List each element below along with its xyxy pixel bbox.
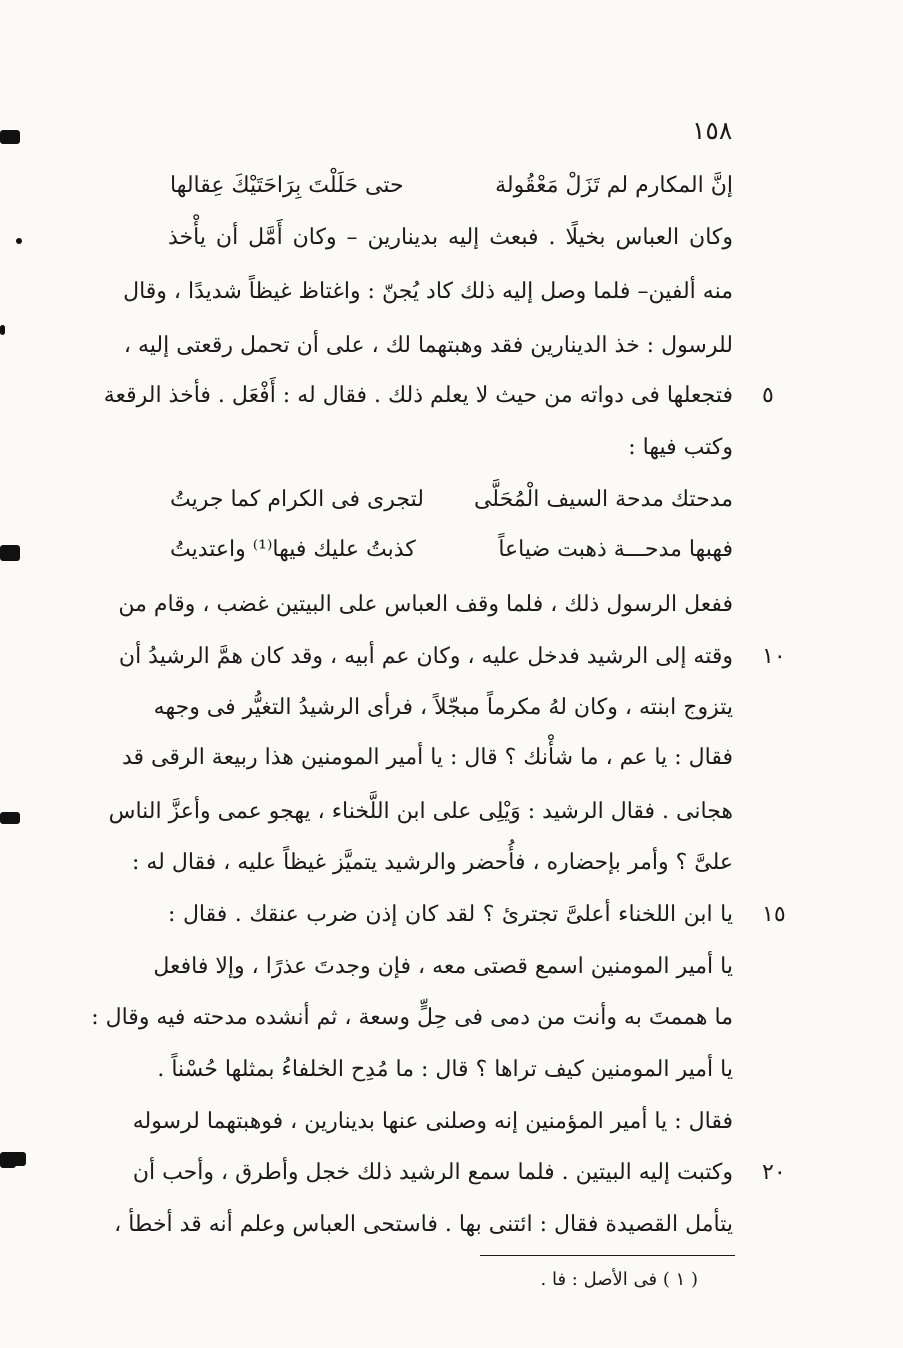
verse-hemistich: فهبها مدحـــة ذهبت ضياعاً	[498, 537, 733, 562]
text-line: يا أمير المومنين كيف تراها ؟ قال : ما مُدِح الخلفاءُ بمثلها حُسْناً .	[157, 1057, 733, 1082]
text-line: يتزوج ابنته ، وكان لهُ مكرماً مبجّلاً ، فرأى الرشيدُ التغيُّر فى وجهه	[153, 695, 733, 720]
text-line: للرسول : خذ الدينارين فقد وهبتهما لك ، على أن تحمل رقعتى إليه ،	[123, 333, 733, 358]
text-line: وقته إلى الرشيد فدخل عليه ، وكان عم أبيه ، وقد كان همَّ الرشيدُ أن	[118, 644, 733, 669]
text-line: وكان العباس بخيلًا . فبعث إليه بدينارين – وكان أَمَّل أن يأْخذ	[168, 225, 733, 250]
line-number: ٥	[762, 383, 774, 408]
verse-hemistich: مدحتك مدحة السيف الْمُحَلَّى	[473, 487, 733, 512]
scan-mark	[16, 238, 22, 244]
text-line: هجانى . فقال الرشيد : وَيْلِى على ابن اللَّخناء ، يهجو عمى وأعزَّ الناس	[108, 799, 733, 824]
scan-mark	[0, 130, 20, 144]
line-number: ١٥	[762, 902, 786, 927]
scan-mark	[0, 812, 20, 824]
verse-hemistich: لتجرى فى الكرام كما جريتُ	[170, 487, 424, 512]
text-line: وكتب فيها :	[628, 435, 733, 460]
footnote-rule	[480, 1255, 735, 1256]
text-line: وكتبت إليه البيتين . فلما سمع الرشيد ذلك خجل وأطرق ، وأحب أن	[132, 1160, 733, 1185]
text-line: فقال : يا عم ، ما شأْنك ؟ قال : يا أمير المومنين هذا ربيعة الرقى قد	[121, 745, 733, 770]
verse-hemistich: حتى حَلَلْتَ بِرَاحَتَيْكَ عِقالها	[170, 173, 404, 198]
text-line: يا ابن اللخناء أعلىَّ تجترئ ؟ لقد كان إذن ضرب عنقك . فقال :	[168, 902, 733, 927]
verse-hemistich: كذبتُ عليك فيها⁽¹⁾ واعتديتُ	[170, 537, 416, 562]
line-number: ١٠	[762, 644, 786, 669]
verse-hemistich: إنَّ المكارم لم تَزَلْ مَعْقُولة	[495, 173, 733, 198]
text-line: فتجعلها فى دواته من حيث لا يعلم ذلك . فقال له : أَفْعَل . فأخذ الرقعة	[103, 383, 733, 408]
text-line: يا أمير المومنين اسمع قصتى معه ، فإن وجدتَ عذرًا ، وإلا فافعل	[153, 954, 733, 979]
text-line: ما هممتَ به وأنت من دمى فى حِلٍّ وسعة ، ثم أنشده مدحته فيه وقال :	[91, 1005, 733, 1030]
scan-mark	[0, 545, 20, 561]
page-number: ١٥٨	[692, 116, 733, 145]
text-line: يتأمل القصيدة فقال : ائتنى بها . فاستحى العباس وعلم أنه قد أخطأ ،	[114, 1212, 733, 1237]
text-line: ففعل الرسول ذلك ، فلما وقف العباس على البيتين غضب ، وقام من	[118, 592, 733, 617]
scan-mark	[0, 1158, 16, 1168]
text-line: فقال : يا أمير المؤمنين إنه وصلنى عنها بدينارين ، فوهبتهما لرسوله	[132, 1109, 733, 1134]
text-line: منه ألفين– فلما وصل إليه ذلك كاد يُجنّ : واغتاظ غيظاً شديدًا ، وقال	[123, 279, 733, 304]
scan-mark	[0, 325, 5, 335]
text-line: علىَّ ؟ وأمر بإحضاره ، فأُحضر والرشيد يتميَّز غيظاً عليه ، فقال له :	[131, 850, 733, 875]
line-number: ٢٠	[762, 1160, 786, 1185]
footnote: ( ١ ) فى الأصل : فا .	[540, 1269, 698, 1290]
